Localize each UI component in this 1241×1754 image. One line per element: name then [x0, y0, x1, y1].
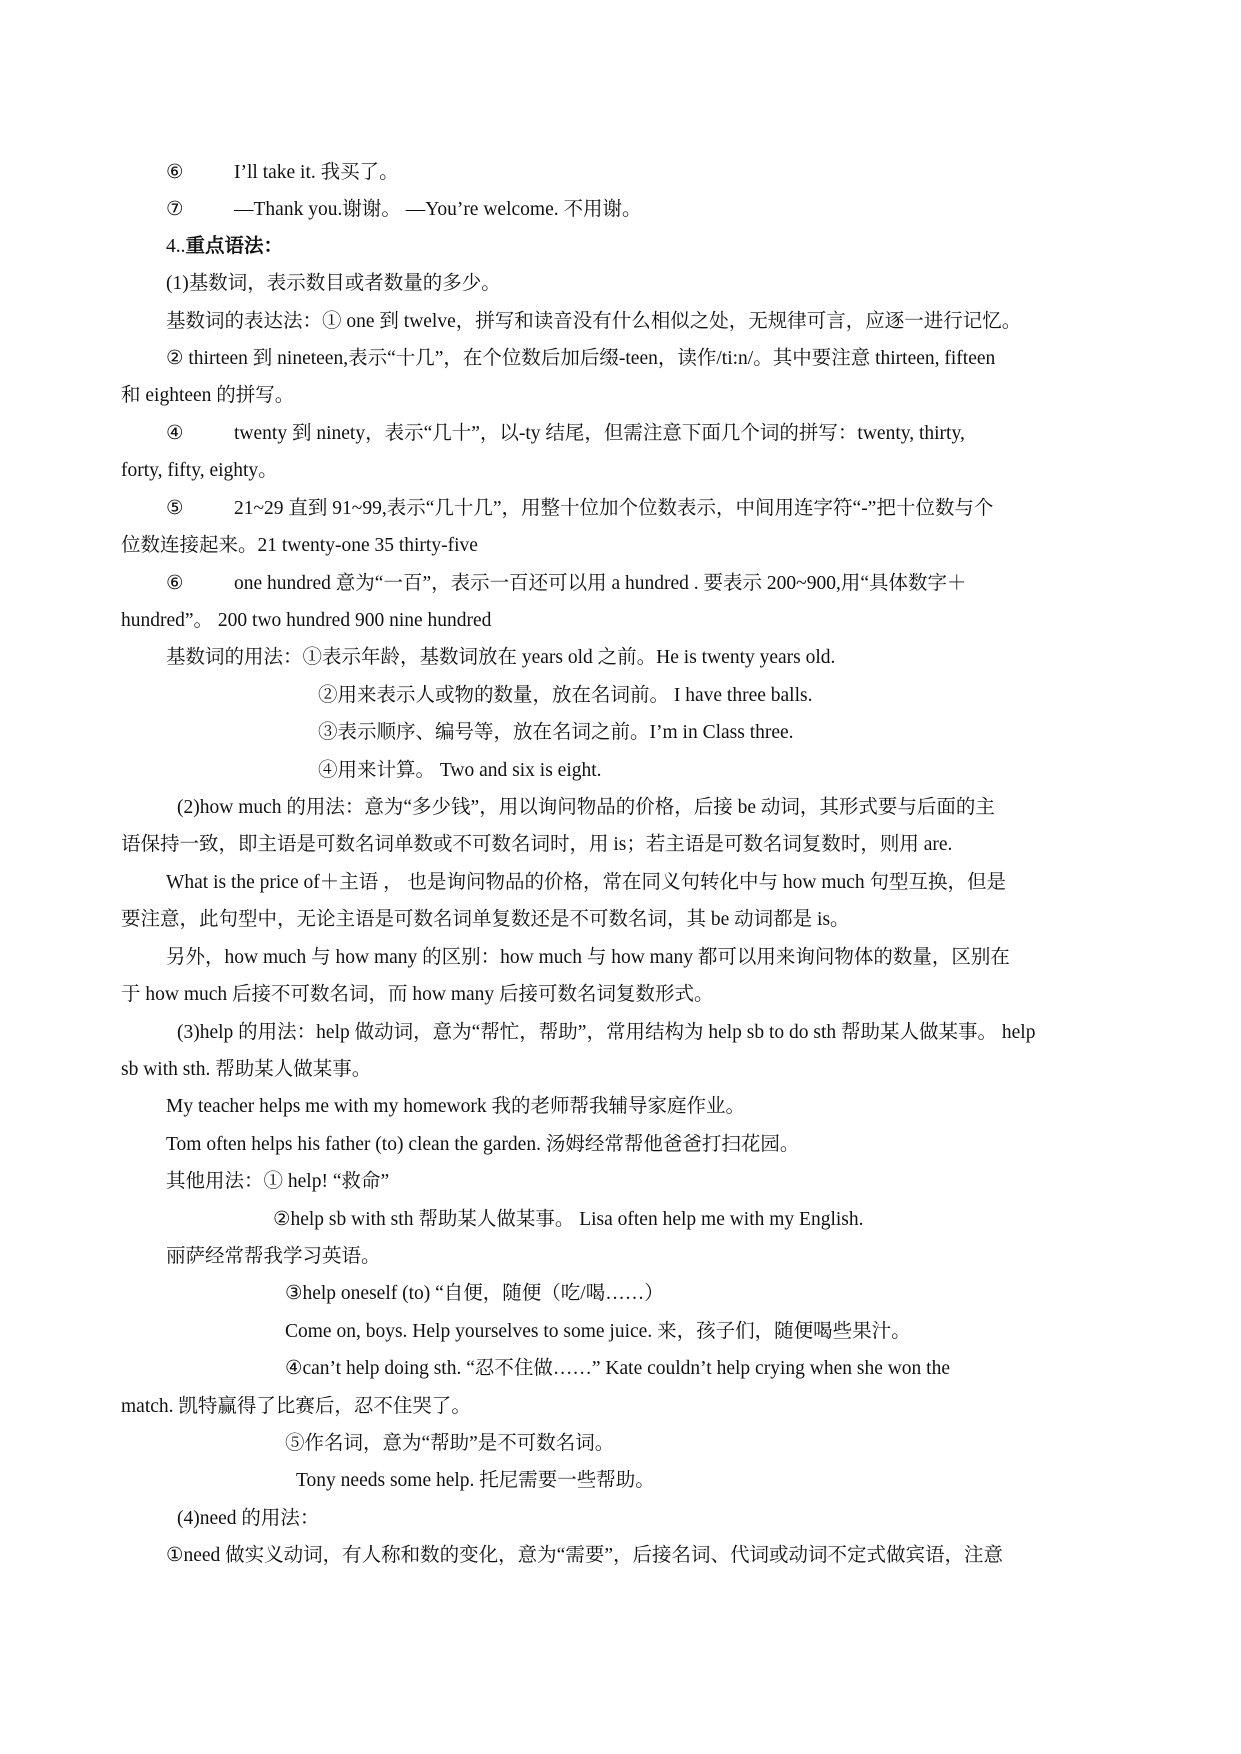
line-text: ④can’t help doing sth. “忍不住做……” Kate couldn’t help crying when she won the — [285, 1358, 950, 1379]
line-text: ①need 做实义动词，有人称和数的变化，意为“需要”，后接名词、代词或动词不定式做宾语，注意 — [166, 1545, 1003, 1566]
line-text: ③help oneself (to) “自便，随便（吃/喝……） — [285, 1283, 664, 1304]
line-text: 基数词的用法：①表示年龄，基数词放在 years old 之前。He is twenty years old. — [166, 647, 836, 668]
paragraph-line — [121, 532, 478, 560]
numbered-line — [166, 495, 993, 523]
line-text: sb with sth. 帮助某人做某事。 — [121, 1059, 372, 1080]
circled-number: ⑥ — [166, 573, 184, 594]
line-text: (3)help 的用法：help 做动词，意为“帮忙，帮助”，常用结构为 help sb to do sth 帮助某人做某事。 help — [177, 1022, 1036, 1043]
example-sentence — [296, 1467, 655, 1495]
line-text: —Thank you.谢谢。 —You’re welcome. 不用谢。 — [234, 199, 642, 220]
paragraph-line — [121, 981, 714, 1009]
usage-item — [318, 757, 602, 785]
line-text: 丽萨经常帮我学习英语。 — [166, 1246, 381, 1267]
paragraph-line — [166, 345, 995, 373]
line-text: 语保持一致，即主语是可数名词单数或不可数名词时，用 is；若主语是可数名词复数时，则用 are. — [121, 834, 953, 855]
paragraph-line — [121, 1056, 371, 1084]
circled-number: ⑦ — [166, 199, 184, 220]
paragraph-line — [177, 1019, 1035, 1047]
line-text: one hundred 意为“一百”，表示一百还可以用 a hundred . 要表示 200~900,用“具体数字＋ — [234, 573, 967, 594]
line-text: What is the price of＋主语 ， 也是询问物品的价格，常在同义句转化中与 how much 句型互换，但是 — [166, 872, 1007, 893]
usage-item — [318, 682, 812, 710]
line-text: 另外，how much 与 how many 的区别：how much 与 how many 都可以用来询问物体的数量，区别在 — [166, 947, 1010, 968]
line-text: ② thirteen 到 nineteen,表示“十几”，在个位数后加后缀-teen，读作/ti:n/。其中要注意 thirteen, fifteen — [166, 348, 996, 369]
circled-number: ④ — [166, 423, 184, 444]
line-text: Tom often helps his father (to) clean the garden. 汤姆经常帮他爸爸打扫花园。 — [166, 1134, 800, 1155]
paragraph-line — [166, 1168, 389, 1196]
line-text: (1)基数词，表示数目或者数量的多少。 — [166, 273, 501, 294]
line-text: I’ll take it. 我买了。 — [234, 162, 399, 183]
example-sentence — [166, 1093, 745, 1121]
line-text: 其他用法：① help! “救命” — [166, 1171, 390, 1192]
paragraph-line — [166, 644, 835, 672]
paragraph-line — [121, 1393, 471, 1421]
paragraph-line — [166, 869, 1006, 897]
paragraph-line — [166, 1542, 1003, 1570]
line-text: (4)need 的用法： — [177, 1508, 320, 1529]
paragraph-line — [121, 831, 952, 859]
paragraph-line — [166, 308, 1021, 336]
dialogue-line-7 — [166, 196, 641, 224]
usage-item — [318, 719, 794, 747]
line-text: ②用来表示人或物的数量，放在名词前。 I have three balls. — [318, 685, 813, 706]
paragraph-line — [121, 607, 491, 635]
line-text: Come on, boys. Help yourselves to some juice. 来，孩子们，随便喝些果汁。 — [285, 1321, 911, 1342]
line-text: ③表示顺序、编号等，放在名词之前。I’m in Class three. — [318, 722, 794, 743]
paragraph-line — [177, 794, 995, 822]
line-text: 基数词的表达法：① one 到 twelve，拼写和读音没有什么相似之处，无规律可言，应逐一进行记忆。 — [166, 311, 1022, 332]
line-text: twenty 到 ninety，表示“几十”，以-ty 结尾，但需注意下面几个词的拼写：twenty, thirty, — [234, 423, 965, 444]
paragraph-line — [166, 1243, 381, 1271]
numbered-line — [166, 420, 965, 448]
paragraph-line — [166, 944, 1010, 972]
line-text: My teacher helps me with my homework 我的老师帮我辅导家庭作业。 — [166, 1096, 745, 1117]
line-text: Tony needs some help. 托尼需要一些帮助。 — [296, 1470, 655, 1491]
paragraph-line — [177, 1505, 319, 1533]
paragraph-line — [121, 382, 294, 410]
line-text: (2)how much 的用法：意为“多少钱”，用以询问物品的价格，后接 be 动词，其形式要与后面的主 — [177, 797, 995, 818]
numbered-line — [166, 570, 967, 598]
usage-item — [285, 1430, 614, 1458]
paragraph-line — [121, 457, 278, 485]
line-text: 要注意，此句型中，无论主语是可数名词单复数还是不可数名词，其 be 动词都是 is。 — [121, 909, 850, 930]
example-sentence — [166, 1131, 799, 1159]
section-title: 重点语法： — [185, 236, 284, 257]
usage-item — [273, 1206, 864, 1234]
section-number: 4.. — [166, 236, 186, 257]
usage-item — [285, 1280, 664, 1308]
line-text: 21~29 直到 91~99,表示“几十几”，用整十位加个位数表示，中间用连字符“-”把十位数与个 — [234, 498, 994, 519]
line-text: hundred”。 200 two hundred 900 nine hundred — [121, 610, 492, 631]
circled-number: ⑥ — [166, 162, 184, 183]
example-sentence — [285, 1318, 911, 1346]
dialogue-line-6 — [166, 159, 399, 187]
line-text: 位数连接起来。21 twenty-one 35 thirty-five — [121, 535, 478, 556]
line-text: ②help sb with sth 帮助某人做某事。 Lisa often help me with my English. — [273, 1209, 864, 1230]
line-text: 于 how much 后接不可数名词，而 how many 后接可数名词复数形式。 — [121, 984, 714, 1005]
line-text: match. 凯特赢得了比赛后，忍不住哭了。 — [121, 1396, 471, 1417]
paragraph-line — [166, 270, 501, 298]
circled-number: ⑤ — [166, 498, 184, 519]
paragraph-line — [121, 906, 850, 934]
section-heading — [166, 233, 283, 261]
line-text: ⑤作名词，意为“帮助”是不可数名词。 — [285, 1433, 615, 1454]
usage-item — [285, 1355, 950, 1383]
line-text: 和 eighteen 的拼写。 — [121, 385, 295, 406]
line-text: forty, fifty, eighty。 — [121, 460, 278, 481]
line-text: ④用来计算。 Two and six is eight. — [318, 760, 602, 781]
